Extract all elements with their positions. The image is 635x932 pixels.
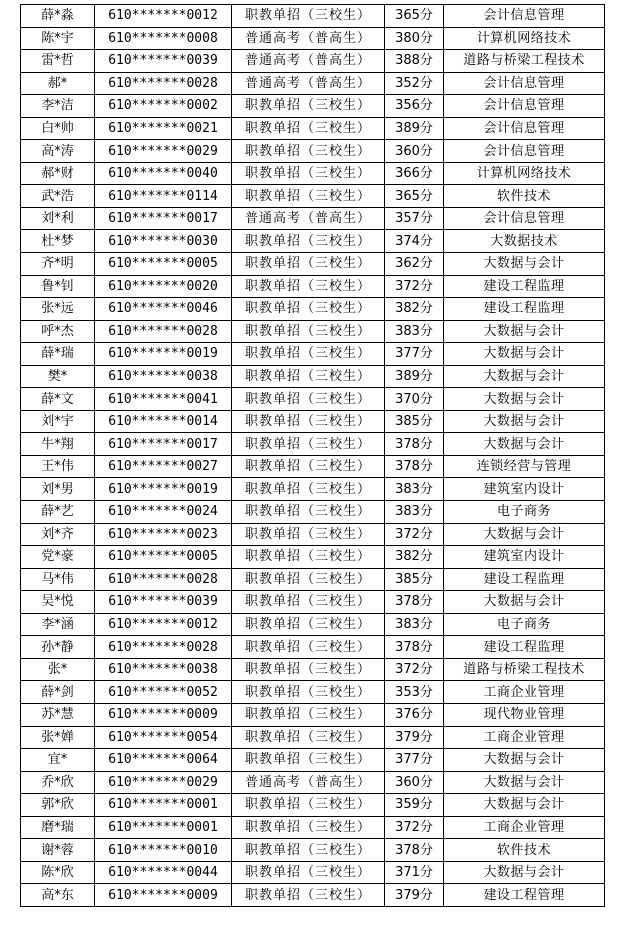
score-cell: 372分 [385,816,444,839]
id-number-cell: 610*******0027 [95,455,232,478]
score-cell: 371分 [385,861,444,884]
major-cell: 大数据与会计 [444,523,605,546]
id-number-cell: 610*******0019 [95,343,232,366]
table-row [21,703,605,726]
student-name-cell: 白*帅 [21,117,95,140]
student-name-cell: 张*婵 [21,726,95,749]
student-name-cell: 齐*明 [21,253,95,276]
admission-type-cell: 职教单招（三校生） [232,501,385,524]
admission-type-cell: 职教单招（三校生） [232,839,385,862]
student-name-cell: 呼*杰 [21,320,95,343]
table-row [21,365,605,388]
major-cell: 会计信息管理 [444,95,605,118]
table-row [21,388,605,411]
id-number-cell: 610*******0028 [95,72,232,95]
score-cell: 352分 [385,72,444,95]
student-name-cell: 党*豪 [21,546,95,569]
score-cell: 365分 [385,185,444,208]
table-row [21,501,605,524]
id-number-cell: 610*******0040 [95,162,232,185]
score-cell: 360分 [385,771,444,794]
admission-type-cell: 普通高考（普高生） [232,771,385,794]
student-name-cell: 雷*哲 [21,50,95,73]
table-row [21,816,605,839]
table-row [21,636,605,659]
admission-type-cell: 普通高考（普高生） [232,27,385,50]
id-number-cell: 610*******0005 [95,546,232,569]
id-number-cell: 610*******0046 [95,298,232,321]
student-name-cell: 薛*淼 [21,5,95,28]
id-number-cell: 610*******0012 [95,5,232,28]
table-row [21,343,605,366]
student-name-cell: 高*涛 [21,140,95,163]
score-cell: 378分 [385,591,444,614]
major-cell: 现代物业管理 [444,703,605,726]
table-row [21,410,605,433]
id-number-cell: 610*******0017 [95,207,232,230]
student-name-cell: 薛*剑 [21,681,95,704]
major-cell: 电子商务 [444,613,605,636]
major-cell: 大数据与会计 [444,320,605,343]
id-number-cell: 610*******0054 [95,726,232,749]
student-name-cell: 刘*宇 [21,410,95,433]
student-name-cell: 郝*财 [21,162,95,185]
major-cell: 电子商务 [444,501,605,524]
score-cell: 379分 [385,726,444,749]
admission-type-cell: 职教单招（三校生） [232,703,385,726]
admission-type-cell: 职教单招（三校生） [232,478,385,501]
admission-type-cell: 职教单招（三校生） [232,636,385,659]
score-cell: 383分 [385,320,444,343]
student-name-cell: 刘*男 [21,478,95,501]
student-name-cell: 陈*欣 [21,861,95,884]
table-row [21,546,605,569]
score-cell: 388分 [385,50,444,73]
major-cell: 大数据与会计 [444,749,605,772]
admission-type-cell: 职教单招（三校生） [232,816,385,839]
major-cell: 建设工程监理 [444,298,605,321]
student-name-cell: 苏*慧 [21,703,95,726]
table-row [21,658,605,681]
major-cell: 建设工程管理 [444,884,605,907]
score-cell: 376分 [385,703,444,726]
student-name-cell: 陈*宇 [21,27,95,50]
id-number-cell: 610*******0001 [95,816,232,839]
admission-type-cell: 职教单招（三校生） [232,861,385,884]
id-number-cell: 610*******0019 [95,478,232,501]
major-cell: 会计信息管理 [444,72,605,95]
admission-type-cell: 职教单招（三校生） [232,117,385,140]
student-name-cell: 张*远 [21,298,95,321]
id-number-cell: 610*******0028 [95,320,232,343]
score-cell: 385分 [385,568,444,591]
major-cell: 软件技术 [444,839,605,862]
admission-type-cell: 职教单招（三校生） [232,275,385,298]
id-number-cell: 610*******0005 [95,253,232,276]
major-cell: 道路与桥梁工程技术 [444,50,605,73]
admission-type-cell: 职教单招（三校生） [232,253,385,276]
table-row [21,749,605,772]
student-name-cell: 磨*瑞 [21,816,95,839]
score-cell: 366分 [385,162,444,185]
score-cell: 356分 [385,95,444,118]
score-cell: 378分 [385,455,444,478]
student-name-cell: 吴*悦 [21,591,95,614]
score-cell: 378分 [385,839,444,862]
table-row [21,861,605,884]
table-row [21,5,605,28]
student-name-cell: 高*东 [21,884,95,907]
major-cell: 工商企业管理 [444,816,605,839]
score-cell: 382分 [385,546,444,569]
major-cell: 大数据与会计 [444,591,605,614]
admission-type-cell: 职教单招（三校生） [232,794,385,817]
admission-type-cell: 职教单招（三校生） [232,410,385,433]
score-cell: 389分 [385,365,444,388]
student-name-cell: 乔*欣 [21,771,95,794]
score-cell: 378分 [385,433,444,456]
major-cell: 建设工程监理 [444,568,605,591]
major-cell: 会计信息管理 [444,207,605,230]
major-cell: 大数据与会计 [444,433,605,456]
id-number-cell: 610*******0029 [95,140,232,163]
admission-roster-table [20,4,605,907]
admission-type-cell: 职教单招（三校生） [232,681,385,704]
id-number-cell: 610*******0020 [95,275,232,298]
table-row [21,298,605,321]
student-name-cell: 杜*梦 [21,230,95,253]
id-number-cell: 610*******0009 [95,884,232,907]
major-cell: 大数据与会计 [444,253,605,276]
table-row [21,230,605,253]
student-name-cell: 宜* [21,749,95,772]
table-row [21,794,605,817]
id-number-cell: 610*******0052 [95,681,232,704]
major-cell: 会计信息管理 [444,117,605,140]
major-cell: 建筑室内设计 [444,546,605,569]
admission-type-cell: 职教单招（三校生） [232,5,385,28]
score-cell: 365分 [385,5,444,28]
major-cell: 大数据与会计 [444,388,605,411]
id-number-cell: 610*******0014 [95,410,232,433]
admission-type-cell: 职教单招（三校生） [232,591,385,614]
score-cell: 383分 [385,478,444,501]
major-cell: 大数据与会计 [444,794,605,817]
major-cell: 计算机网络技术 [444,27,605,50]
table-row [21,455,605,478]
admission-type-cell: 职教单招（三校生） [232,749,385,772]
table-row [21,771,605,794]
id-number-cell: 610*******0009 [95,703,232,726]
id-number-cell: 610*******0028 [95,568,232,591]
admission-type-cell: 普通高考（普高生） [232,207,385,230]
id-number-cell: 610*******0021 [95,117,232,140]
student-name-cell: 郭*欣 [21,794,95,817]
id-number-cell: 610*******0114 [95,185,232,208]
student-name-cell: 刘*齐 [21,523,95,546]
student-name-cell: 谢*蓉 [21,839,95,862]
score-cell: 357分 [385,207,444,230]
student-name-cell: 王*伟 [21,455,95,478]
admission-type-cell: 职教单招（三校生） [232,546,385,569]
admission-type-cell: 职教单招（三校生） [232,140,385,163]
id-number-cell: 610*******0044 [95,861,232,884]
id-number-cell: 610*******0064 [95,749,232,772]
table-row [21,613,605,636]
major-cell: 大数据与会计 [444,410,605,433]
major-cell: 大数据与会计 [444,343,605,366]
id-number-cell: 610*******0038 [95,658,232,681]
major-cell: 工商企业管理 [444,726,605,749]
score-cell: 382分 [385,298,444,321]
admission-type-cell: 职教单招（三校生） [232,343,385,366]
score-cell: 372分 [385,275,444,298]
table-row [21,72,605,95]
score-cell: 360分 [385,140,444,163]
student-name-cell: 张* [21,658,95,681]
table-row [21,478,605,501]
major-cell: 道路与桥梁工程技术 [444,658,605,681]
table-row [21,320,605,343]
student-name-cell: 刘*利 [21,207,95,230]
major-cell: 建筑室内设计 [444,478,605,501]
table-row [21,117,605,140]
major-cell: 会计信息管理 [444,5,605,28]
score-cell: 374分 [385,230,444,253]
student-name-cell: 武*浩 [21,185,95,208]
admission-type-cell: 普通高考（普高生） [232,72,385,95]
admission-type-cell: 职教单招（三校生） [232,388,385,411]
table-row [21,162,605,185]
student-name-cell: 薛*文 [21,388,95,411]
id-number-cell: 610*******0002 [95,95,232,118]
table-row [21,726,605,749]
score-cell: 372分 [385,523,444,546]
student-name-cell: 郝* [21,72,95,95]
student-name-cell: 孙*静 [21,636,95,659]
admission-type-cell: 职教单招（三校生） [232,433,385,456]
id-number-cell: 610*******0030 [95,230,232,253]
score-cell: 380分 [385,27,444,50]
score-cell: 383分 [385,501,444,524]
admission-type-cell: 职教单招（三校生） [232,230,385,253]
score-cell: 377分 [385,343,444,366]
major-cell: 软件技术 [444,185,605,208]
table-row [21,523,605,546]
admission-type-cell: 职教单招（三校生） [232,568,385,591]
table-row [21,50,605,73]
admission-type-cell: 普通高考（普高生） [232,50,385,73]
table-row [21,207,605,230]
admission-type-cell: 职教单招（三校生） [232,162,385,185]
score-cell: 383分 [385,613,444,636]
student-name-cell: 牛*翔 [21,433,95,456]
major-cell: 大数据与会计 [444,365,605,388]
admission-type-cell: 职教单招（三校生） [232,455,385,478]
score-cell: 362分 [385,253,444,276]
id-number-cell: 610*******0028 [95,636,232,659]
id-number-cell: 610*******0039 [95,50,232,73]
id-number-cell: 610*******0010 [95,839,232,862]
major-cell: 建设工程监理 [444,636,605,659]
table-row [21,275,605,298]
table-row [21,568,605,591]
major-cell: 大数据与会计 [444,771,605,794]
student-name-cell: 马*伟 [21,568,95,591]
table-row [21,185,605,208]
major-cell: 会计信息管理 [444,140,605,163]
major-cell: 计算机网络技术 [444,162,605,185]
table-row [21,253,605,276]
id-number-cell: 610*******0012 [95,613,232,636]
admission-type-cell: 职教单招（三校生） [232,185,385,208]
major-cell: 建设工程监理 [444,275,605,298]
table-row [21,27,605,50]
id-number-cell: 610*******0041 [95,388,232,411]
admission-type-cell: 职教单招（三校生） [232,365,385,388]
admission-type-cell: 职教单招（三校生） [232,726,385,749]
admission-type-cell: 职教单招（三校生） [232,95,385,118]
student-name-cell: 李*涵 [21,613,95,636]
admission-type-cell: 职教单招（三校生） [232,320,385,343]
id-number-cell: 610*******0008 [95,27,232,50]
id-number-cell: 610*******0039 [95,591,232,614]
score-cell: 353分 [385,681,444,704]
table-row [21,95,605,118]
score-cell: 372分 [385,658,444,681]
score-cell: 389分 [385,117,444,140]
table-row [21,681,605,704]
id-number-cell: 610*******0029 [95,771,232,794]
student-name-cell: 樊* [21,365,95,388]
admission-type-cell: 职教单招（三校生） [232,298,385,321]
major-cell: 大数据与会计 [444,861,605,884]
id-number-cell: 610*******0024 [95,501,232,524]
id-number-cell: 610*******0017 [95,433,232,456]
student-name-cell: 李*洁 [21,95,95,118]
major-cell: 工商企业管理 [444,681,605,704]
table-row [21,839,605,862]
major-cell: 连锁经营与管理 [444,455,605,478]
admission-type-cell: 职教单招（三校生） [232,658,385,681]
admission-type-cell: 职教单招（三校生） [232,523,385,546]
admission-type-cell: 职教单招（三校生） [232,884,385,907]
score-cell: 370分 [385,388,444,411]
id-number-cell: 610*******0023 [95,523,232,546]
table-row [21,433,605,456]
roster-body [21,5,605,907]
score-cell: 378分 [385,636,444,659]
table-row [21,591,605,614]
admission-type-cell: 职教单招（三校生） [232,613,385,636]
table-row [21,884,605,907]
score-cell: 359分 [385,794,444,817]
student-name-cell: 鲁*钊 [21,275,95,298]
major-cell: 大数据技术 [444,230,605,253]
score-cell: 379分 [385,884,444,907]
student-name-cell: 薛*瑞 [21,343,95,366]
student-name-cell: 薛*艺 [21,501,95,524]
id-number-cell: 610*******0038 [95,365,232,388]
score-cell: 377分 [385,749,444,772]
id-number-cell: 610*******0001 [95,794,232,817]
table-row [21,140,605,163]
score-cell: 385分 [385,410,444,433]
